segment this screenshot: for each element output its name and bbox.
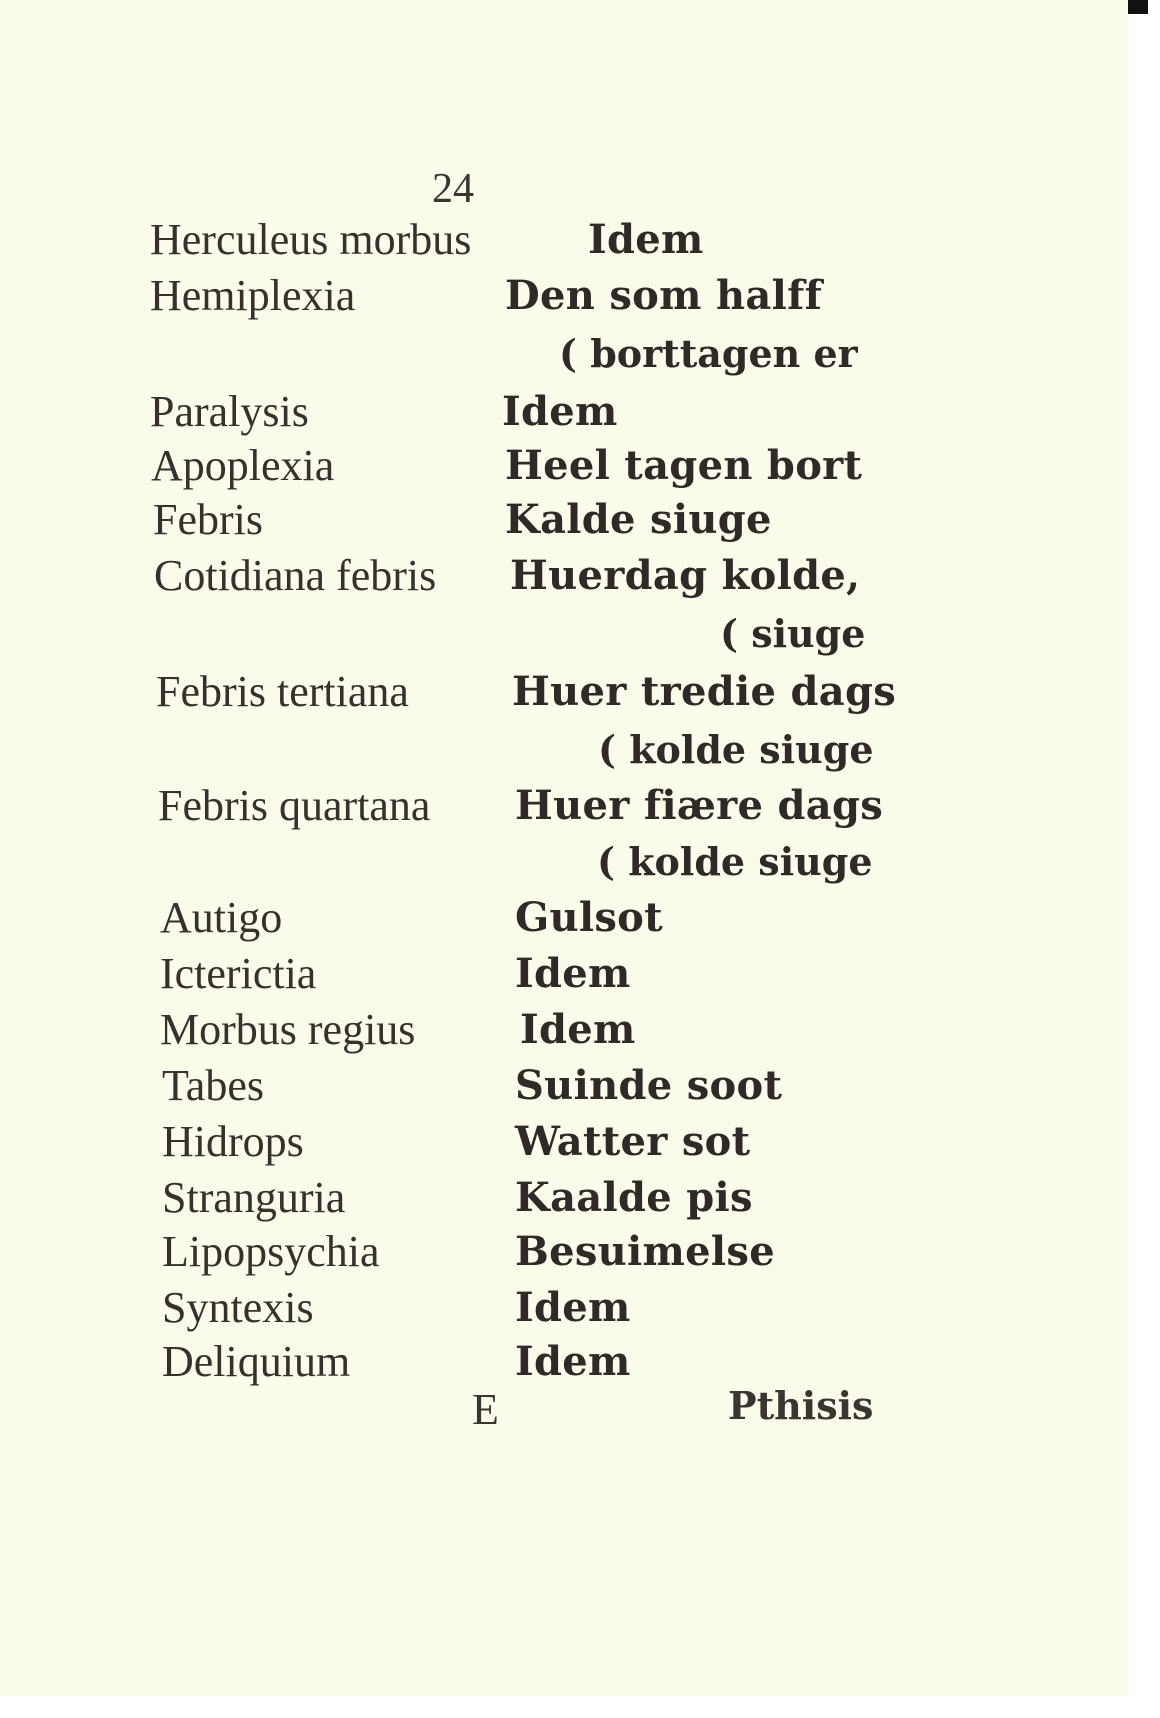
latin-term: Hemiplexia <box>150 271 356 320</box>
glossary-row <box>0 268 1128 324</box>
scan-border-bottom <box>0 1696 1128 1718</box>
latin-term: Deliquium <box>162 1337 351 1386</box>
danish-translation: Idem <box>520 1006 636 1053</box>
glossary-row <box>0 492 1128 548</box>
danish-continuation: ( siuge <box>720 611 866 656</box>
glossary-row <box>0 890 1128 946</box>
latin-term: Febris tertiana <box>156 667 409 716</box>
latin-term: Syntexis <box>162 1283 314 1332</box>
glossary-row <box>0 438 1128 494</box>
danish-continuation: ( kolde siuge <box>598 727 874 772</box>
glossary-row <box>0 778 1128 834</box>
latin-term: Cotidiana febris <box>154 551 437 600</box>
glossary-row <box>0 664 1128 720</box>
latin-term: Hidrops <box>162 1117 304 1166</box>
danish-translation: Suinde soot <box>515 1062 783 1109</box>
danish-translation: Kalde siuge <box>505 496 772 543</box>
danish-continuation: ( borttagen er <box>559 331 858 376</box>
glossary-row <box>0 384 1128 440</box>
glossary-row <box>0 1114 1128 1170</box>
danish-translation: Den som halff <box>505 272 823 319</box>
page-number: 24 <box>432 166 474 212</box>
latin-term: Febris quartana <box>158 781 431 830</box>
latin-term: Apoplexia <box>151 441 335 490</box>
latin-term: Herculeus morbus <box>150 215 472 264</box>
danish-translation: Huer fiære dags <box>515 782 884 829</box>
glossary-continuation-row <box>0 606 1128 662</box>
glossary-row <box>0 946 1128 1002</box>
glossary-row <box>0 212 1128 268</box>
danish-translation: Kaalde pis <box>515 1174 753 1221</box>
latin-term: Icterictia <box>160 949 317 998</box>
danish-translation: Heel tagen bort <box>505 442 863 489</box>
glossary-row <box>0 1170 1128 1226</box>
danish-translation: Watter sot <box>515 1118 751 1165</box>
danish-translation: Huerdag kolde, <box>510 552 861 599</box>
danish-translation: Huer tredie dags <box>512 668 897 715</box>
glossary-continuation-row <box>0 326 1128 382</box>
danish-translation: Idem <box>515 950 631 997</box>
latin-term: Morbus regius <box>160 1005 416 1054</box>
danish-translation: Idem <box>588 216 704 263</box>
glossary-row <box>0 548 1128 604</box>
danish-translation: Gulsot <box>515 894 663 941</box>
latin-term: Febris <box>153 495 263 544</box>
latin-term: Stranguria <box>162 1173 346 1222</box>
catchword: Pthisis <box>728 1383 874 1428</box>
danish-translation: Idem <box>515 1338 631 1385</box>
glossary-row <box>0 1224 1128 1280</box>
latin-term: Autigo <box>160 893 283 942</box>
danish-translation: Besuimelse <box>515 1228 775 1275</box>
printer-signature-mark: E <box>472 1385 499 1434</box>
latin-term: Paralysis <box>150 387 309 436</box>
scan-border-right <box>1148 0 1160 1718</box>
glossary-row <box>0 1280 1128 1336</box>
danish-continuation: ( kolde siuge <box>597 839 873 884</box>
glossary-row <box>0 1058 1128 1114</box>
latin-term: Tabes <box>162 1061 264 1110</box>
danish-translation: Idem <box>502 388 618 435</box>
glossary-continuation-row <box>0 722 1128 778</box>
glossary-continuation-row <box>0 834 1128 890</box>
danish-translation: Idem <box>515 1284 631 1331</box>
glossary-row <box>0 1002 1128 1058</box>
glossary-row <box>0 1334 1128 1390</box>
latin-term: Lipopsychia <box>162 1227 380 1276</box>
